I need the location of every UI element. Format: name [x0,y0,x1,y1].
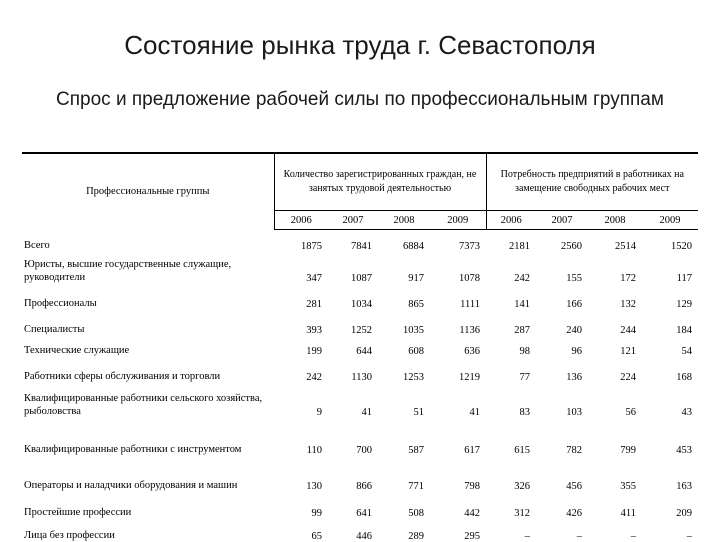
cell-value: 77 [519,372,530,383]
table-row [22,357,698,383]
labor-market-table [22,152,698,542]
cell-value: 1130 [351,372,372,383]
cell-value: 155 [566,273,582,284]
cell-value: 281 [306,299,322,310]
row-label: Квалифицированные работники с инструментом [24,444,242,455]
cell-value: 442 [464,508,480,519]
cell-value: 6884 [403,241,424,252]
cell-value: 244 [620,325,636,336]
cell-value: 110 [306,445,322,456]
cell-value: 700 [356,445,372,456]
cell-value: 117 [676,273,693,284]
cell-value: 287 [514,325,530,336]
cell-value: 636 [464,346,480,357]
year-header: 2007 [536,211,588,230]
cell-value: 644 [356,346,372,357]
cell-value: 326 [514,481,530,492]
row-label: Лица без профессии [24,530,115,541]
cell-value: – [630,531,636,542]
cell-value: 1875 [301,241,322,252]
row-label: Профессионалы [24,298,97,309]
row-label: Всего [24,240,50,251]
cell-value: 2560 [561,241,582,252]
column-group-demand: Потребность предприятий в работниках на замещение свободных рабочих мест [486,153,698,211]
cell-value: 242 [514,273,530,284]
cell-value: 295 [464,531,480,542]
cell-value: 2181 [509,241,530,252]
cell-value: 56 [625,407,636,418]
cell-value: 168 [676,372,693,383]
table-row [22,284,698,310]
table-row [22,418,698,456]
cell-value: 411 [620,508,636,519]
year-header: 2009 [430,211,486,230]
cell-value: 130 [306,481,322,492]
cell-value: 1087 [351,273,372,284]
table-row [22,519,698,542]
cell-value: 1136 [459,325,480,336]
cell-value: 1111 [460,299,480,310]
year-header: 2006 [486,211,536,230]
cell-value: 289 [408,531,424,542]
cell-value: 7373 [459,241,480,252]
cell-value: 347 [306,273,322,284]
cell-value: 641 [356,508,372,519]
cell-value: 587 [408,445,424,456]
table-row [22,456,698,492]
column-header-profession: Профессиональные группы [22,153,274,230]
table-row [22,310,698,336]
cell-value: 615 [514,445,530,456]
cell-value: 96 [571,346,582,357]
year-header: 2009 [642,211,698,230]
cell-value: 166 [566,299,582,310]
cell-value: 508 [408,508,424,519]
cell-value: 99 [311,508,322,519]
cell-value: 103 [566,407,582,418]
cell-value: 771 [408,481,424,492]
cell-value: 617 [464,445,480,456]
row-label: Операторы и наладчики оборудования и машин [24,480,238,491]
cell-value: 184 [676,325,693,336]
cell-value: 43 [681,407,693,418]
cell-value: 224 [620,372,636,383]
year-header: 2008 [588,211,642,230]
cell-value: – [524,531,530,542]
column-group-registered: Количество зарегистрированных граждан, не занятых трудовой деятельностью [274,153,486,211]
cell-value: 1252 [351,325,372,336]
cell-value: 41 [361,407,372,418]
cell-value: 798 [464,481,480,492]
cell-value: 1253 [403,372,424,383]
page-subtitle: Спрос и предложение рабочей силы по профессиональным группам [56,89,664,110]
cell-value: 799 [620,445,636,456]
cell-value: 1520 [671,241,693,252]
cell-value: 209 [676,508,693,519]
cell-value: 121 [620,346,636,357]
cell-value: 782 [566,445,582,456]
cell-value: 132 [620,299,636,310]
cell-value: 65 [311,531,322,542]
cell-value: 456 [566,481,582,492]
cell-value: 240 [566,325,582,336]
cell-value: 41 [469,407,480,418]
cell-value: 1078 [459,273,480,284]
cell-value: 1035 [403,325,424,336]
cell-value: 51 [413,407,424,418]
cell-value: – [576,531,582,542]
cell-value: 608 [408,346,424,357]
cell-value: 129 [676,299,693,310]
cell-value: 242 [306,372,322,383]
row-label: Простейшие профессии [24,507,132,518]
cell-value: 446 [356,531,372,542]
cell-value: 355 [620,481,636,492]
cell-value: 98 [519,346,530,357]
cell-value: 312 [514,508,530,519]
cell-value: 172 [620,273,636,284]
row-label: Квалифицированные работники сельского хозяйства, рыболовства [24,393,263,417]
cell-value: 54 [681,346,693,357]
row-label: Юристы, высшие государственные служащие, руководители [24,259,232,283]
cell-value: 163 [676,481,693,492]
year-header: 2008 [378,211,430,230]
cell-value: 141 [514,299,530,310]
table-row [22,230,698,253]
cell-value: 1034 [351,299,372,310]
year-header: 2007 [328,211,378,230]
cell-value: 2514 [615,241,636,252]
cell-value: 199 [306,346,322,357]
cell-value: 866 [356,481,372,492]
row-label: Специалисты [24,324,85,335]
cell-value: 453 [676,445,693,456]
table-row [22,252,698,284]
row-label: Технические служащие [24,345,130,356]
page-title: Состояние рынка труда г. Севастополя [124,30,596,60]
cell-value: 136 [566,372,582,383]
table-row [22,383,698,418]
cell-value: 83 [519,407,530,418]
table-row [22,336,698,357]
cell-value: 917 [408,273,424,284]
cell-value: 426 [566,508,582,519]
cell-value: 7841 [351,241,372,252]
cell-value: 1219 [459,372,480,383]
cell-value: 9 [316,407,322,418]
cell-value: – [686,531,693,542]
cell-value: 393 [306,325,322,336]
year-header: 2006 [274,211,328,230]
row-label: Работники сферы обслуживания и торговли [24,371,221,382]
table-row [22,492,698,519]
cell-value: 865 [408,299,424,310]
